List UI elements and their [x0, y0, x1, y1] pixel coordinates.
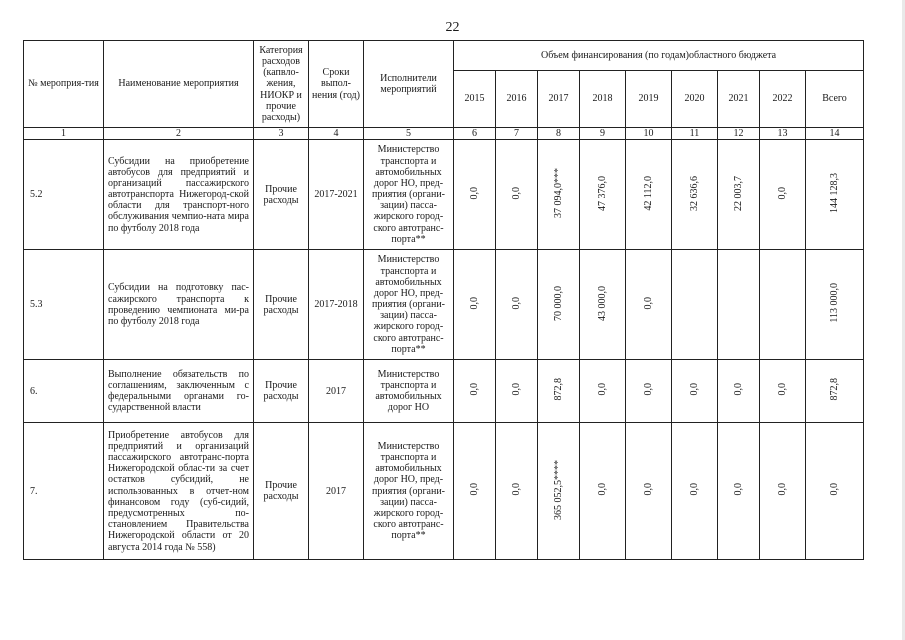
row-number: 6. — [24, 360, 104, 423]
header-num: № мероприя-тия — [24, 41, 104, 128]
header-funding: Объем финансирования (по годам)областного бюджета — [454, 41, 864, 71]
expense-category: Прочие расходы — [254, 140, 309, 250]
value-2021: 0,0 — [732, 383, 744, 396]
header-year: 2021 — [718, 71, 760, 128]
funding-table — [23, 40, 864, 560]
value-2015: 0,0 — [468, 483, 480, 496]
value-2019: 0,0 — [642, 483, 654, 496]
column-index: 8 — [538, 128, 580, 140]
column-index: 7 — [496, 128, 538, 140]
column-index: 6 — [454, 128, 496, 140]
column-index: 4 — [309, 128, 364, 140]
value-cell — [454, 140, 496, 250]
expense-category: Прочие расходы — [254, 250, 309, 360]
value-2016: 0,0 — [510, 383, 522, 396]
table-row — [24, 250, 864, 360]
value-2020: 0,0 — [688, 483, 700, 496]
value-cell — [760, 360, 806, 423]
executors: Министерство транспорта и автомобильных дорог НО, пред-приятия (органи-зации) пасса-жирского город-ского автотранс-порта** — [364, 140, 454, 250]
header-executors: Исполнители мероприятий — [364, 41, 454, 128]
value-cell — [580, 360, 626, 423]
header-year: 2017 — [538, 71, 580, 128]
value-2019: 0,0 — [642, 296, 654, 310]
value-cell — [718, 250, 760, 360]
measure-name: Приобретение автобусов для предприятий и организаций пассажирского автотранс-порта Нижегородской облас-ти за счет остатков субсидий, не использованных в отчет-ном финансовом году (суб-сидий, предусмотренных по-становлением Правительства Нижегородской области от 20 августа 2014 года № 558) — [104, 423, 254, 560]
executors: Министерство транспорта и автомобильных дорог НО, пред-приятия (органи-зации) пасса-жирского город-ского автотранс-порта** — [364, 250, 454, 360]
header-total: Всего — [806, 71, 864, 128]
value-2017: 365 052,5**** — [552, 459, 564, 520]
execution-term: 2017 — [309, 360, 364, 423]
table-row — [24, 423, 864, 560]
value-cell — [580, 250, 626, 360]
value-total: 872,8 — [828, 378, 840, 401]
measure-name: Субсидии на подготовку пас-сажирского транспорта к проведению чемпионата ми-ра по футболу 2018 года — [104, 250, 254, 360]
value-total: 144 128,3 — [828, 173, 840, 214]
column-index: 3 — [254, 128, 309, 140]
row-number: 7. — [24, 423, 104, 560]
value-2020: 0,0 — [688, 383, 700, 396]
value-2022: 0,0 — [776, 186, 788, 200]
value-cell — [760, 250, 806, 360]
executors: Министерство транспорта и автомобильных дорог НО — [364, 360, 454, 423]
value-cell — [626, 140, 672, 250]
header-year: 2019 — [626, 71, 672, 128]
column-index: 9 — [580, 128, 626, 140]
row-number: 5.3 — [24, 250, 104, 360]
value-cell — [760, 423, 806, 560]
value-2018: 0,0 — [596, 383, 608, 396]
header-row — [24, 41, 864, 71]
value-2017: 37 094,0*** — [552, 168, 564, 219]
table-row — [24, 360, 864, 423]
value-2015: 0,0 — [468, 186, 480, 200]
value-cell — [626, 360, 672, 423]
value-cell — [672, 140, 718, 250]
value-cell — [538, 423, 580, 560]
header-year: 2022 — [760, 71, 806, 128]
value-cell — [496, 360, 538, 423]
value-cell — [672, 423, 718, 560]
value-2017: 70 000,0 — [552, 285, 564, 321]
value-cell — [580, 140, 626, 250]
value-cell — [496, 140, 538, 250]
header-year: 2016 — [496, 71, 538, 128]
value-2017: 872,8 — [552, 378, 564, 401]
value-cell — [806, 140, 864, 250]
column-index: 12 — [718, 128, 760, 140]
value-cell — [538, 360, 580, 423]
column-index: 5 — [364, 128, 454, 140]
value-cell — [672, 360, 718, 423]
value-2015: 0,0 — [468, 296, 480, 310]
value-2015: 0,0 — [468, 383, 480, 396]
column-index: 11 — [672, 128, 718, 140]
value-2016: 0,0 — [510, 296, 522, 310]
value-cell — [718, 423, 760, 560]
value-total: 0,0 — [828, 483, 840, 496]
column-index-row — [24, 128, 864, 140]
value-cell — [626, 423, 672, 560]
row-number: 5.2 — [24, 140, 104, 250]
value-cell — [718, 360, 760, 423]
header-year: 2018 — [580, 71, 626, 128]
value-cell — [454, 250, 496, 360]
header-name: Наименование мероприятия — [104, 41, 254, 128]
executors: Министерство транспорта и автомобильных дорог НО, пред-приятия (органи-зации) пасса-жирского город-ского автотранс-порта** — [364, 423, 454, 560]
value-cell — [496, 423, 538, 560]
value-cell — [538, 250, 580, 360]
page-number: 22 — [445, 20, 460, 35]
value-2019: 42 112,0 — [642, 175, 654, 211]
value-2022: 0,0 — [776, 483, 788, 496]
value-2016: 0,0 — [510, 483, 522, 496]
value-cell — [454, 360, 496, 423]
value-cell — [806, 250, 864, 360]
value-cell — [760, 140, 806, 250]
value-2018: 47 376,0 — [596, 175, 608, 211]
value-cell — [626, 250, 672, 360]
value-cell — [538, 140, 580, 250]
table-row — [24, 140, 864, 250]
value-cell — [580, 423, 626, 560]
measure-name: Выполнение обязательств по соглашениям, заключенным с федеральными органами го-сударственной власти — [104, 360, 254, 423]
value-2018: 43 000,0 — [596, 285, 608, 321]
measure-name: Субсидии на приобретение автобусов для предприятий и организаций пассажирского автотранспорта Нижегород-ской области для транспорт-ного обслуживания чемпио-ната мира по футболу 2018 года — [104, 140, 254, 250]
column-index: 14 — [806, 128, 864, 140]
value-2018: 0,0 — [596, 483, 608, 496]
value-cell — [496, 250, 538, 360]
value-cell — [672, 250, 718, 360]
value-cell — [806, 360, 864, 423]
value-2021: 22 003,7 — [732, 175, 744, 211]
execution-term: 2017 — [309, 423, 364, 560]
expense-category: Прочие расходы — [254, 423, 309, 560]
value-2020: 32 636,6 — [688, 175, 700, 211]
column-index: 13 — [760, 128, 806, 140]
value-cell — [806, 423, 864, 560]
expense-category: Прочие расходы — [254, 360, 309, 423]
header-category: Категория расходов (капвло-жения, НИОКР и прочие расходы) — [254, 41, 309, 128]
value-cell — [718, 140, 760, 250]
column-index: 1 — [24, 128, 104, 140]
execution-term: 2017-2018 — [309, 250, 364, 360]
header-year: 2020 — [672, 71, 718, 128]
header-year: 2015 — [454, 71, 496, 128]
execution-term: 2017-2021 — [309, 140, 364, 250]
value-2016: 0,0 — [510, 186, 522, 200]
header-term: Сроки выпол-нения (год) — [309, 41, 364, 128]
value-2021: 0,0 — [732, 483, 744, 496]
value-2022: 0,0 — [776, 383, 788, 396]
column-index: 2 — [104, 128, 254, 140]
value-total: 113 000,0 — [828, 283, 840, 323]
value-cell — [454, 423, 496, 560]
value-2019: 0,0 — [642, 383, 654, 396]
column-index: 10 — [626, 128, 672, 140]
